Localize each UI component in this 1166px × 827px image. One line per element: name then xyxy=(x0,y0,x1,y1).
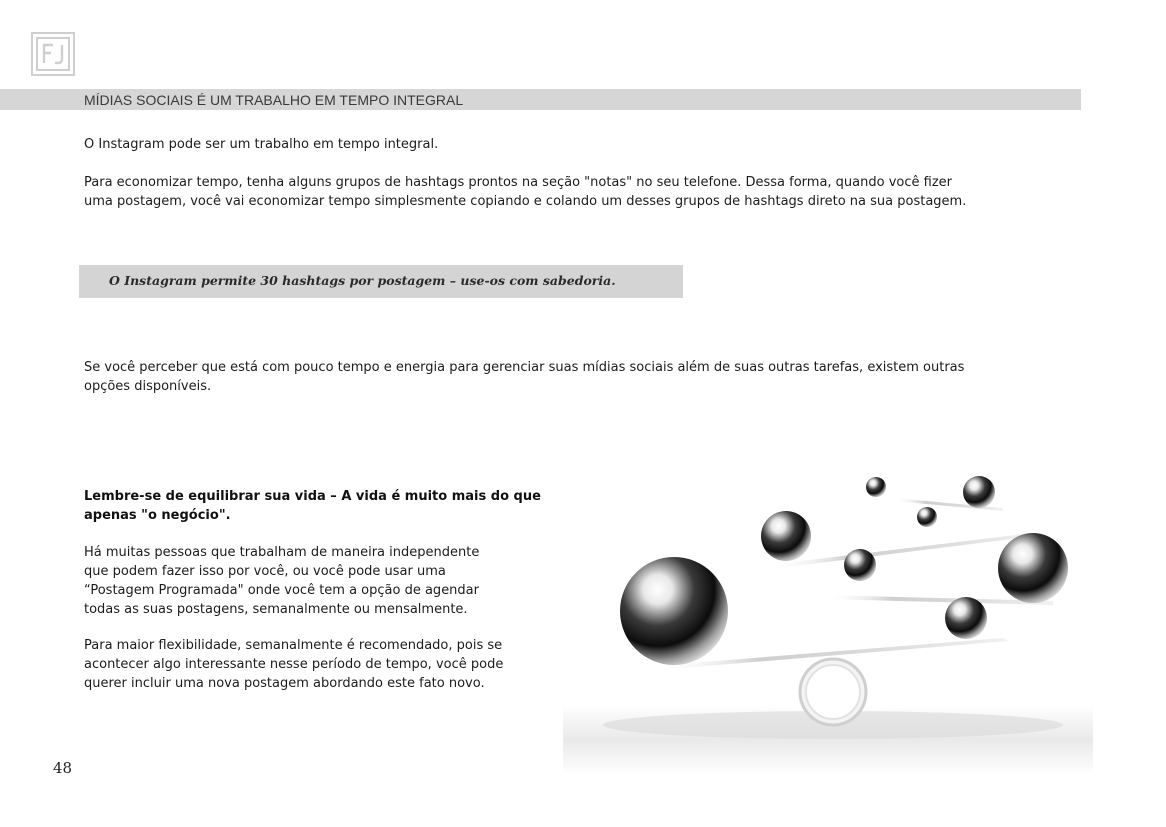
section-heading: Lembre-se de equilibrar sua vida – A vida é muito mais do que apenas "o negócio". xyxy=(84,489,541,523)
callout-text: O Instagram permite 30 hashtags por postagem – use-os com sabedoria. xyxy=(109,273,616,288)
title-bar xyxy=(0,89,1081,110)
page-title: MÍDIAS SOCIAIS É UM TRABALHO EM TEMPO INTEGRAL xyxy=(84,92,464,108)
paragraph-options: Se você perceber que está com pouco tempo e energia para gerenciar suas mídias sociais além de suas outras tarefas, existem outras opções disponíveis. xyxy=(84,360,965,394)
fj-logo-icon xyxy=(31,32,75,76)
paragraph-intro: O Instagram pode ser um trabalho em tempo integral. xyxy=(84,137,439,152)
paragraph-freelancers: Há muitas pessoas que trabalham de maneira independente que podem fazer isso por você, ou você pode usar uma “Postagem Programada" onde você tem a opção de agendar todas as suas postagens, semanalmente ou mensalmente. xyxy=(84,545,480,617)
paragraph-hashtags: Para economizar tempo, tenha alguns grupos de hashtags prontos na seção "notas" no seu telefone. Dessa forma, quando você fizer uma postagem, você vai economizar tempo simplesmente copiando e colando um desses grupos de hashtags direto na sua postagem. xyxy=(84,175,967,209)
paragraph-flexibility: Para maior flexibilidade, semanalmente é recomendado, pois se acontecer algo interessante nesse período de tempo, você pode querer incluir uma nova postagem abordando este fato novo. xyxy=(84,638,504,691)
balancing-spheres-illustration xyxy=(563,470,1093,775)
callout-box xyxy=(79,265,683,298)
page-number: 48 xyxy=(53,759,73,777)
